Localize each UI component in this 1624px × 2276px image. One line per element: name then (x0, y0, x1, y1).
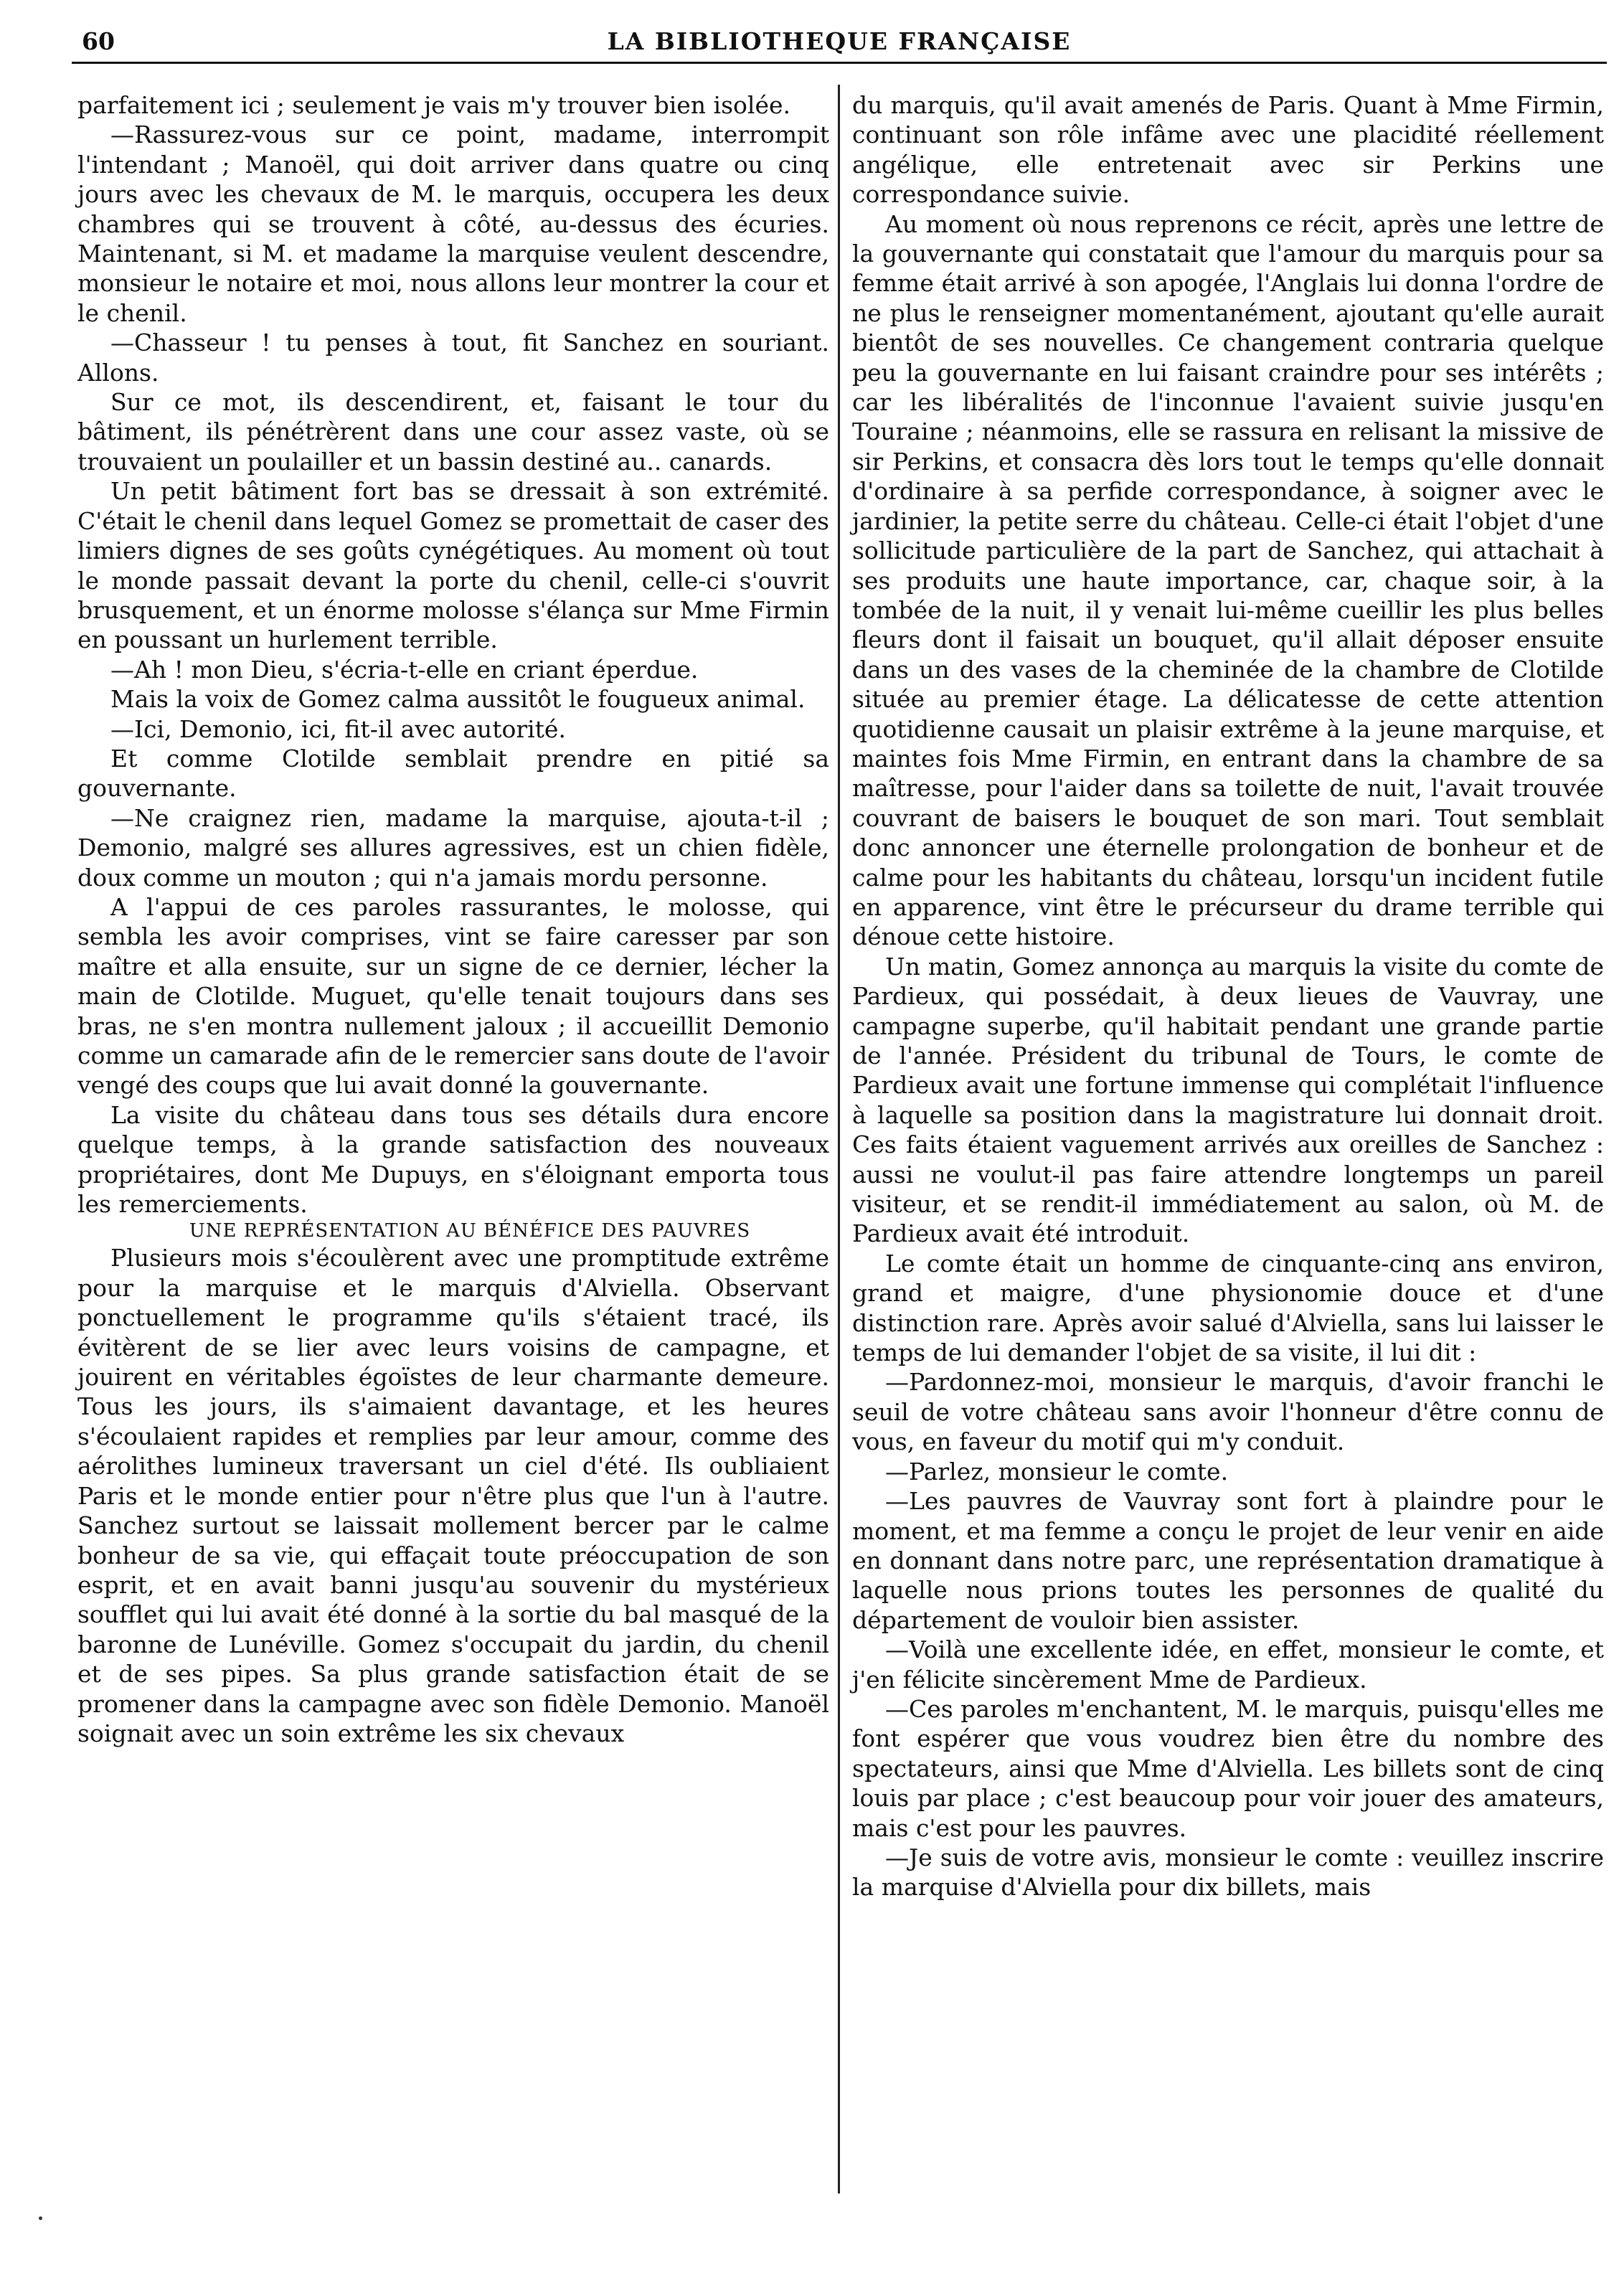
left-column (77, 90, 829, 1748)
paragraph: Et comme Clotilde semblait prendre en pitié sa gouvernante. (77, 744, 829, 803)
paragraph: —Parlez, monsieur le comte. (885, 1457, 1229, 1486)
paragraph: —Voilà une excellente idée, en effet, monsieur le comte, et j'en félicite sincèrement Mme de Pardieux. (852, 1635, 1604, 1694)
paragraph: —Rassurez-vous sur ce point, madame, interrompit l'intendant ; Manoël, qui doit arriver dans quatre ou cinq jours avec les chevaux de M. le marquis, occupera les deux chambres qui se trouvent à côté, au-dessus des écuries. Maintenant, si M. et madame la marquise veulent descendre, monsieur le notaire et moi, nous allons leur montrer la cour et le chenil. (77, 121, 829, 327)
header-rule (72, 62, 1607, 64)
paragraph: —Ces paroles m'enchantent, M. le marquis, puisqu'elles me font espérer que vous voudrez bien être du nombre des spectateurs, ainsi que Mme d'Alviella. Les billets sont de cinq louis par place ; c'est beaucoup pour voir jouer des amateurs, mais c'est pour les pauvres. (852, 1694, 1604, 1842)
paragraph: —Ah ! mon Dieu, s'écria-t-elle en criant éperdue. (110, 655, 699, 684)
print-speck (39, 2216, 42, 2220)
paragraph: —Les pauvres de Vauvray sont fort à plaindre pour le moment, et ma femme a conçu le projet de leur venir en aide en donnant dans notre parc, une représentation dramatique à laquelle nous prions toutes les personnes de qualité du département de vouloir bien assister. (852, 1487, 1604, 1634)
column-divider (838, 85, 840, 2194)
paragraph: —Ne craignez rien, madame la marquise, ajouta-t-il ; Demonio, malgré ses allures agressives, est un chien fidèle, doux comme un mouton ; qui n'a jamais mordu personne. (77, 803, 829, 892)
right-column (852, 90, 1604, 1902)
page-number: 60 (82, 27, 115, 55)
paragraph: —Pardonnez-moi, monsieur le marquis, d'avoir franchi le seuil de votre château sans avoir l'honneur d'être connu de vous, en faveur du motif qui m'y conduit. (852, 1368, 1604, 1456)
paragraph: Sur ce mot, ils descendirent, et, faisant le tour du bâtiment, ils pénétrèrent dans une cour assez vaste, où se trouvaient un poulailler et un bassin destiné au.. canards. (77, 388, 829, 476)
paragraph: —Ici, Demonio, ici, fit-il avec autorité. (110, 714, 566, 743)
paragraph: Plusieurs mois s'écoulèrent avec une promptitude extrême pour la marquise et le marquis d'Alviella. Observant ponctuellement le programme qu'ils s'étaient tracé, ils évitèrent de se lier avec leurs voisins de campagne, et jouirent en véritables égoïstes de leur charmante demeure. Tous les jours, ils s'aimaient davantage, et les heures s'écoulaient rapides et remplies par leur amour, comme des aérolithes lumineux traversant un ciel d'été. Ils oubliaient Paris et le monde entier pour n'être plus que l'un à l'autre. Sanchez surtout se laissait mollement bercer par le calme bonheur de sa vie, qui effaçait toute préoccupation de son esprit, et en avait banni jusqu'au souvenir du mystérieux soufflet qui lui avait été donné à la sortie du bal masqué de la baronne de Lunéville. Gomez s'occupait du jardin, du chenil et de ses pipes. Sa plus grande satisfaction était de se promener dans la campagne avec son fidèle Demonio. Manoël soignait avec un soin extrême les six chevaux (77, 1244, 829, 1747)
paragraph: Mais la voix de Gomez calma aussitôt le fougueux animal. (110, 685, 806, 714)
paragraph: La visite du château dans tous ses détails dura encore quelque temps, à la grande satisfaction des nouveaux propriétaires, dont Me Dupuys, en s'éloignant emporta tous les remerciements. (77, 1100, 829, 1219)
paragraph: Au moment où nous reprenons ce récit, après une lettre de la gouvernante qui constatait que l'amour du marquis pour sa femme était arrivé à son apogée, l'Anglais lui donna l'ordre de ne plus le renseigner momentanément, ajoutant qu'elle aurait bientôt de ses nouvelles. Ce changement contraria quelque peu la gouvernante en lui faisant craindre pour ses intérêts ; car les libéralités de l'inconnue l'avaient suivie jusqu'en Touraine ; néanmoins, elle se rassura en relisant la missive de sir Perkins, et consacra dès lors tout le temps qu'elle donnait d'ordinaire à sa perfide correspondance, à soigner avec le jardinier, la petite serre du château. Celle-ci était l'objet d'une sollicitude particulière de la part de Sanchez, qui attachait à ses produits une haute importance, car, chaque soir, à la tombée de la nuit, il y venait lui-même cueillir les plus belles fleurs dont il faisait un bouquet, qu'il allait déposer ensuite dans un des vases de la cheminée de la chambre de Clotilde située au premier étage. La délicatesse de cette attention quotidienne causait un plaisir extrême à la jeune marquise, et maintes fois Mme Firmin, en entrant dans la chambre de sa maîtresse, pour l'aider dans sa toilette de nuit, l'avait trouvée couvrant de baisers le bouquet de son mari. Tout semblait donc annoncer une éternelle prolongation de bonheur et de calme pour les habitants du château, lorsqu'un incident futile en apparence, vint être le précurseur du drame terrible qui dénoue cette histoire. (852, 209, 1604, 951)
paragraph: parfaitement ici ; seulement je vais m'y trouver bien isolée. (77, 91, 790, 119)
paragraph: Le comte était un homme de cinquante-cinq ans environ, grand et maigre, d'une physionomie douce et d'une distinction rare. Après avoir salué d'Alviella, sans lui laisser le temps de lui demander l'objet de sa visite, il lui dit : (852, 1249, 1604, 1367)
paragraph: Un matin, Gomez annonça au marquis la visite du comte de Pardieux, qui possédait, à deux lieues de Vauvray, une campagne superbe, qu'il habitait pendant une grande partie de l'année. Président du tribunal de Tours, le comte de Pardieux avait une fortune immense qui complétait l'influence à laquelle sa position dans la magistrature lui donnait droit. Ces faits étaient vaguement arrivés aux oreilles de Sanchez : aussi ne voulut-il pas faire attendre longtemps un pareil visiteur, et se rendit-il immédiatement au salon, où M. de Pardieux avait été introduit. (852, 952, 1604, 1248)
page-header (72, 27, 1607, 60)
paragraph: —Je suis de votre avis, monsieur le comte : veuillez inscrire la marquise d'Alviella pour dix billets, mais (852, 1843, 1604, 1902)
running-title: LA BIBLIOTHEQUE FRANÇAISE (607, 27, 1072, 55)
paragraph: —Chasseur ! tu penses à tout, fit Sanchez en souriant. Allons. (77, 329, 829, 387)
paragraph: du marquis, qu'il avait amenés de Paris. Quant à Mme Firmin, continuant son rôle infâme avec une placidité réellement angélique, elle entretenait avec sir Perkins une correspondance suivie. (852, 91, 1604, 209)
section-title: UNE REPRÉSENTATION AU BÉNÉFICE DES PAUVRES (189, 1220, 751, 1242)
paragraph: Un petit bâtiment fort bas se dressait à son extrémité. C'était le chenil dans lequel Gomez se promettait de caser des limiers dignes de ses goûts cynégétiques. Au moment où tout le monde passait devant la porte du chenil, celle-ci s'ouvrit brusquement, et un énorme molosse s'élança sur Mme Firmin en poussant un hurlement terrible. (77, 477, 829, 654)
paragraph: A l'appui de ces paroles rassurantes, le molosse, qui sembla les avoir comprises, vint se faire caresser par son maître et alla ensuite, sur un signe de ce dernier, lécher la main de Clotilde. Muguet, qu'elle tenait toujours dans ses bras, ne s'en montra nullement jaloux ; il accueillit Demonio comme un camarade afin de le remercier sans doute de l'avoir vengé des coups que lui avait donné la gouvernante. (77, 892, 829, 1100)
